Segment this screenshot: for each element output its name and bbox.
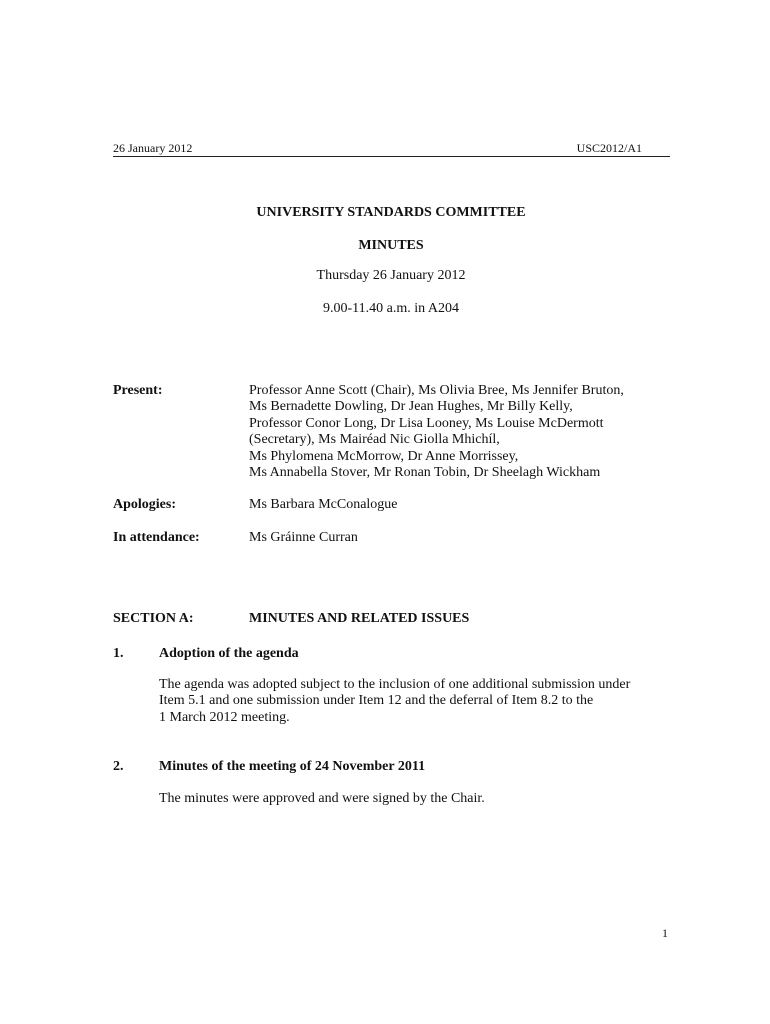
apologies-value: Ms Barbara McConalogue xyxy=(249,497,398,512)
present-line: Professor Conor Long, Dr Lisa Looney, Ms Louise McDermott xyxy=(249,415,604,431)
section-label: SECTION A: xyxy=(113,611,194,626)
apologies-label: Apologies: xyxy=(113,497,176,512)
item-body-line: Item 5.1 and one submission under Item 12 and the deferral of Item 8.2 to the xyxy=(159,693,594,709)
in-attendance-label: In attendance: xyxy=(113,530,200,545)
section-title: MINUTES AND RELATED ISSUES xyxy=(249,611,470,626)
in-attendance-value: Ms Gráinne Curran xyxy=(249,530,358,545)
present-label: Present: xyxy=(113,383,163,398)
present-line: Ms Bernadette Dowling, Dr Jean Hughes, Mr Billy Kelly, xyxy=(249,399,573,415)
item-body xyxy=(159,677,630,726)
header-date: 26 January 2012 xyxy=(113,141,193,155)
present-line: (Secretary), Ms Mairéad Nic Giolla Mhichíl, xyxy=(249,432,500,448)
item-title: Minutes of the meeting of 24 November 2011 xyxy=(159,759,426,774)
page-number: 1 xyxy=(662,926,668,940)
item-body-line: The agenda was adopted subject to the inclusion of one additional submission under xyxy=(159,677,631,692)
item-body xyxy=(159,791,485,807)
item-body-line: The minutes were approved and were signed by the Chair. xyxy=(159,791,485,806)
present-line: Professor Anne Scott (Chair), Ms Olivia Bree, Ms Jennifer Bruton, xyxy=(249,383,624,398)
meeting-date: Thursday 26 January 2012 xyxy=(316,268,466,283)
present-line: Ms Annabella Stover, Mr Ronan Tobin, Dr Sheelagh Wickham xyxy=(249,465,601,481)
page-header xyxy=(113,141,670,157)
committee-title: UNIVERSITY STANDARDS COMMITTEE xyxy=(256,205,526,220)
item-body-line: 1 March 2012 meeting. xyxy=(159,709,290,725)
item-number: 2. xyxy=(113,759,124,774)
item-title: Adoption of the agenda xyxy=(159,646,299,661)
item-number: 1. xyxy=(113,646,124,661)
present-list xyxy=(249,383,624,481)
meeting-time-location: 9.00-11.40 a.m. in A204 xyxy=(323,301,459,316)
present-line: Ms Phylomena McMorrow, Dr Anne Morrissey, xyxy=(249,448,519,464)
document-type: MINUTES xyxy=(358,238,424,253)
header-reference: USC2012/A1 xyxy=(576,141,642,155)
